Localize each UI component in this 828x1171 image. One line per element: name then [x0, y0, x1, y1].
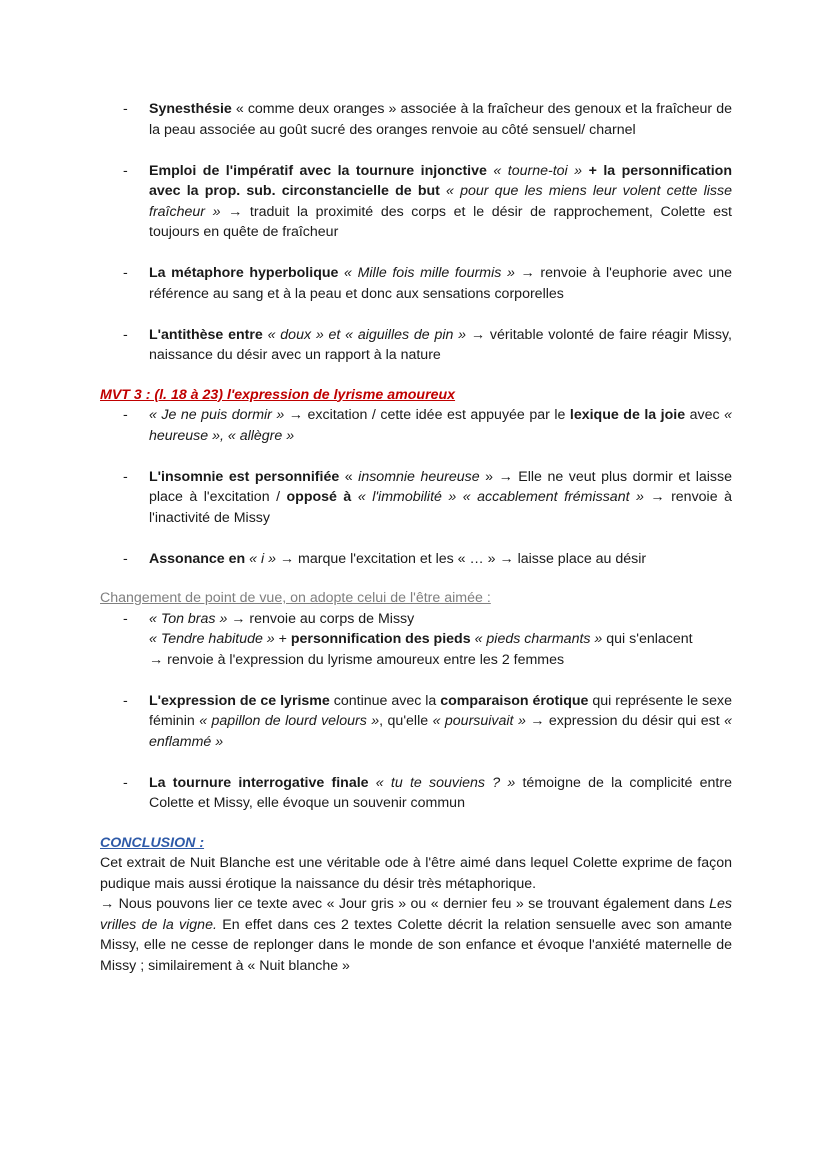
text-segment: qui représente le sexe féminin [149, 692, 732, 729]
bold-text: opposé à [286, 489, 352, 505]
bold-text: lexique de la joie [569, 407, 686, 423]
text-segment: → excitation / cette idée est appuyée par le [288, 407, 570, 423]
item-line [149, 609, 732, 630]
conclusion-paragraph [100, 894, 732, 976]
text-segment: → Nous pouvons lier ce texte avec « Jour gris » ou « dernier feu » se trouvant également dans [100, 896, 710, 912]
conclusion-paragraph [100, 853, 732, 894]
italic-quote: « enflammé » [149, 713, 733, 750]
bold-text: comparaison érotique [440, 692, 589, 709]
bold-text: La tournure interrogative finale [149, 774, 369, 791]
italic-quote: « i » [245, 550, 280, 567]
movement-heading: MVT 3 : (l. 18 à 23) l'expression de lyrisme amoureux [100, 386, 456, 403]
list-item [100, 263, 732, 304]
italic-quote: « Je ne puis dormir » [149, 407, 289, 423]
text-segment: → traduit la proximité des corps et le désir de rapprochement, Colette est toujours en quête de fraîcheur [149, 203, 732, 240]
text-segment: « [339, 468, 359, 485]
text-segment: « comme deux oranges » associée à la fraîcheur des genoux et la fraîcheur de la peau associée au goût sucré des oranges renvoie au côté sensuel/ charnel [149, 101, 732, 138]
analysis-list-mvt3 [100, 405, 732, 569]
italic-quote: « Ton bras » [149, 610, 232, 627]
text-segment: , qu'elle [379, 713, 433, 729]
text-segment: → renvoie à l'expression du lyrisme amoureux entre les 2 femmes [149, 651, 565, 668]
bold-text: personnification des pieds [290, 631, 471, 647]
italic-quote: « pour que les miens leur volent cette lisse fraîcheur » [149, 183, 732, 220]
bold-text: L'insomnie est personnifiée [149, 468, 340, 485]
bold-text: Synesthésie [149, 101, 232, 117]
bold-text: Assonance en [149, 550, 246, 567]
bold-text: L'antithèse entre [149, 326, 263, 343]
italic-quote: « pieds charmants » [470, 631, 607, 647]
text-segment: → renvoie à l'euphorie avec une référence au sang et à la peau et donc aux sensations corporelles [149, 265, 733, 302]
text-segment: qui s'enlacent [606, 631, 693, 647]
italic-quote: « tourne-toi » [486, 162, 589, 179]
list-item [100, 549, 732, 570]
italic-quote: « doux » et « aiguilles de pin » [262, 326, 471, 343]
text-segment: → renvoie à l'inactivité de Missy [149, 489, 732, 526]
list-item [100, 99, 732, 140]
bold-text: + la personnification avec la prop. sub. circonstancielle de but [149, 162, 732, 199]
bold-text: Emploi de l'impératif avec la tournure injonctive [149, 162, 487, 179]
text-segment: → marque l'excitation et les « … » → laisse place au désir [279, 550, 647, 567]
list-item [100, 609, 732, 671]
italic-quote: « poursuivait » [432, 713, 531, 729]
text-segment: avec [685, 407, 725, 423]
italic-quote: « Mille fois mille fourmis » [338, 265, 521, 281]
analysis-list-top [100, 99, 732, 366]
text-segment: + [278, 631, 291, 647]
item-line [149, 629, 732, 650]
list-item [100, 161, 732, 243]
italic-quote: « Tendre habitude » [149, 631, 279, 647]
list-item [100, 773, 732, 814]
italic-quote: « heureuse », « allègre » [149, 407, 732, 444]
italic-quote: « l'immobilité » « accablement frémissant » [351, 489, 651, 505]
italic-quote: « tu te souviens ? » [368, 774, 523, 791]
text-segment: Cet extrait de Nuit Blanche est une véritable ode à l'être aimé dans lequel Colette exprime de façon pudique mais aussi érotique la naissance du désir très métaphorique. [100, 855, 732, 892]
italic-quote: insomnie heureuse [358, 468, 480, 485]
text-segment: → véritable volonté de faire réagir Missy, naissance du désir avec un rapport à la nature [149, 326, 732, 363]
subheading: Changement de point de vue, on adopte celui de l'être aimée : [100, 590, 491, 606]
item-line [149, 650, 732, 671]
list-item [100, 325, 732, 366]
bold-text: La métaphore hyperbolique [149, 265, 339, 281]
list-item [100, 691, 732, 753]
text-segment: → expression du désir qui est [530, 713, 725, 729]
list-item [100, 405, 732, 446]
text-segment: » → Elle ne veut plus dormir et laisse place à l'excitation / [149, 468, 732, 505]
text-segment: témoigne de la complicité entre Colette et Missy, elle évoque un souvenir commun [149, 774, 732, 811]
italic-quote: Les vrilles de la vigne. [100, 896, 732, 933]
text-segment: continue avec la [329, 692, 441, 709]
bold-text: L'expression de ce lyrisme [149, 692, 330, 709]
analysis-list-pov [100, 609, 732, 814]
document-body [100, 99, 732, 976]
conclusion-title: CONCLUSION : [100, 834, 205, 851]
italic-quote: « papillon de lourd velours » [199, 713, 380, 729]
text-segment: En effet dans ces 2 textes Colette décrit la relation sensuelle avec son amante Missy, elle ne cesse de replonger dans le monde de son enfance et évoque l'anxiété maternelle de Missy ; similairement à « Nuit blanche » [100, 916, 732, 974]
text-segment: → renvoie au corps de Missy [231, 610, 415, 627]
list-item [100, 467, 732, 529]
